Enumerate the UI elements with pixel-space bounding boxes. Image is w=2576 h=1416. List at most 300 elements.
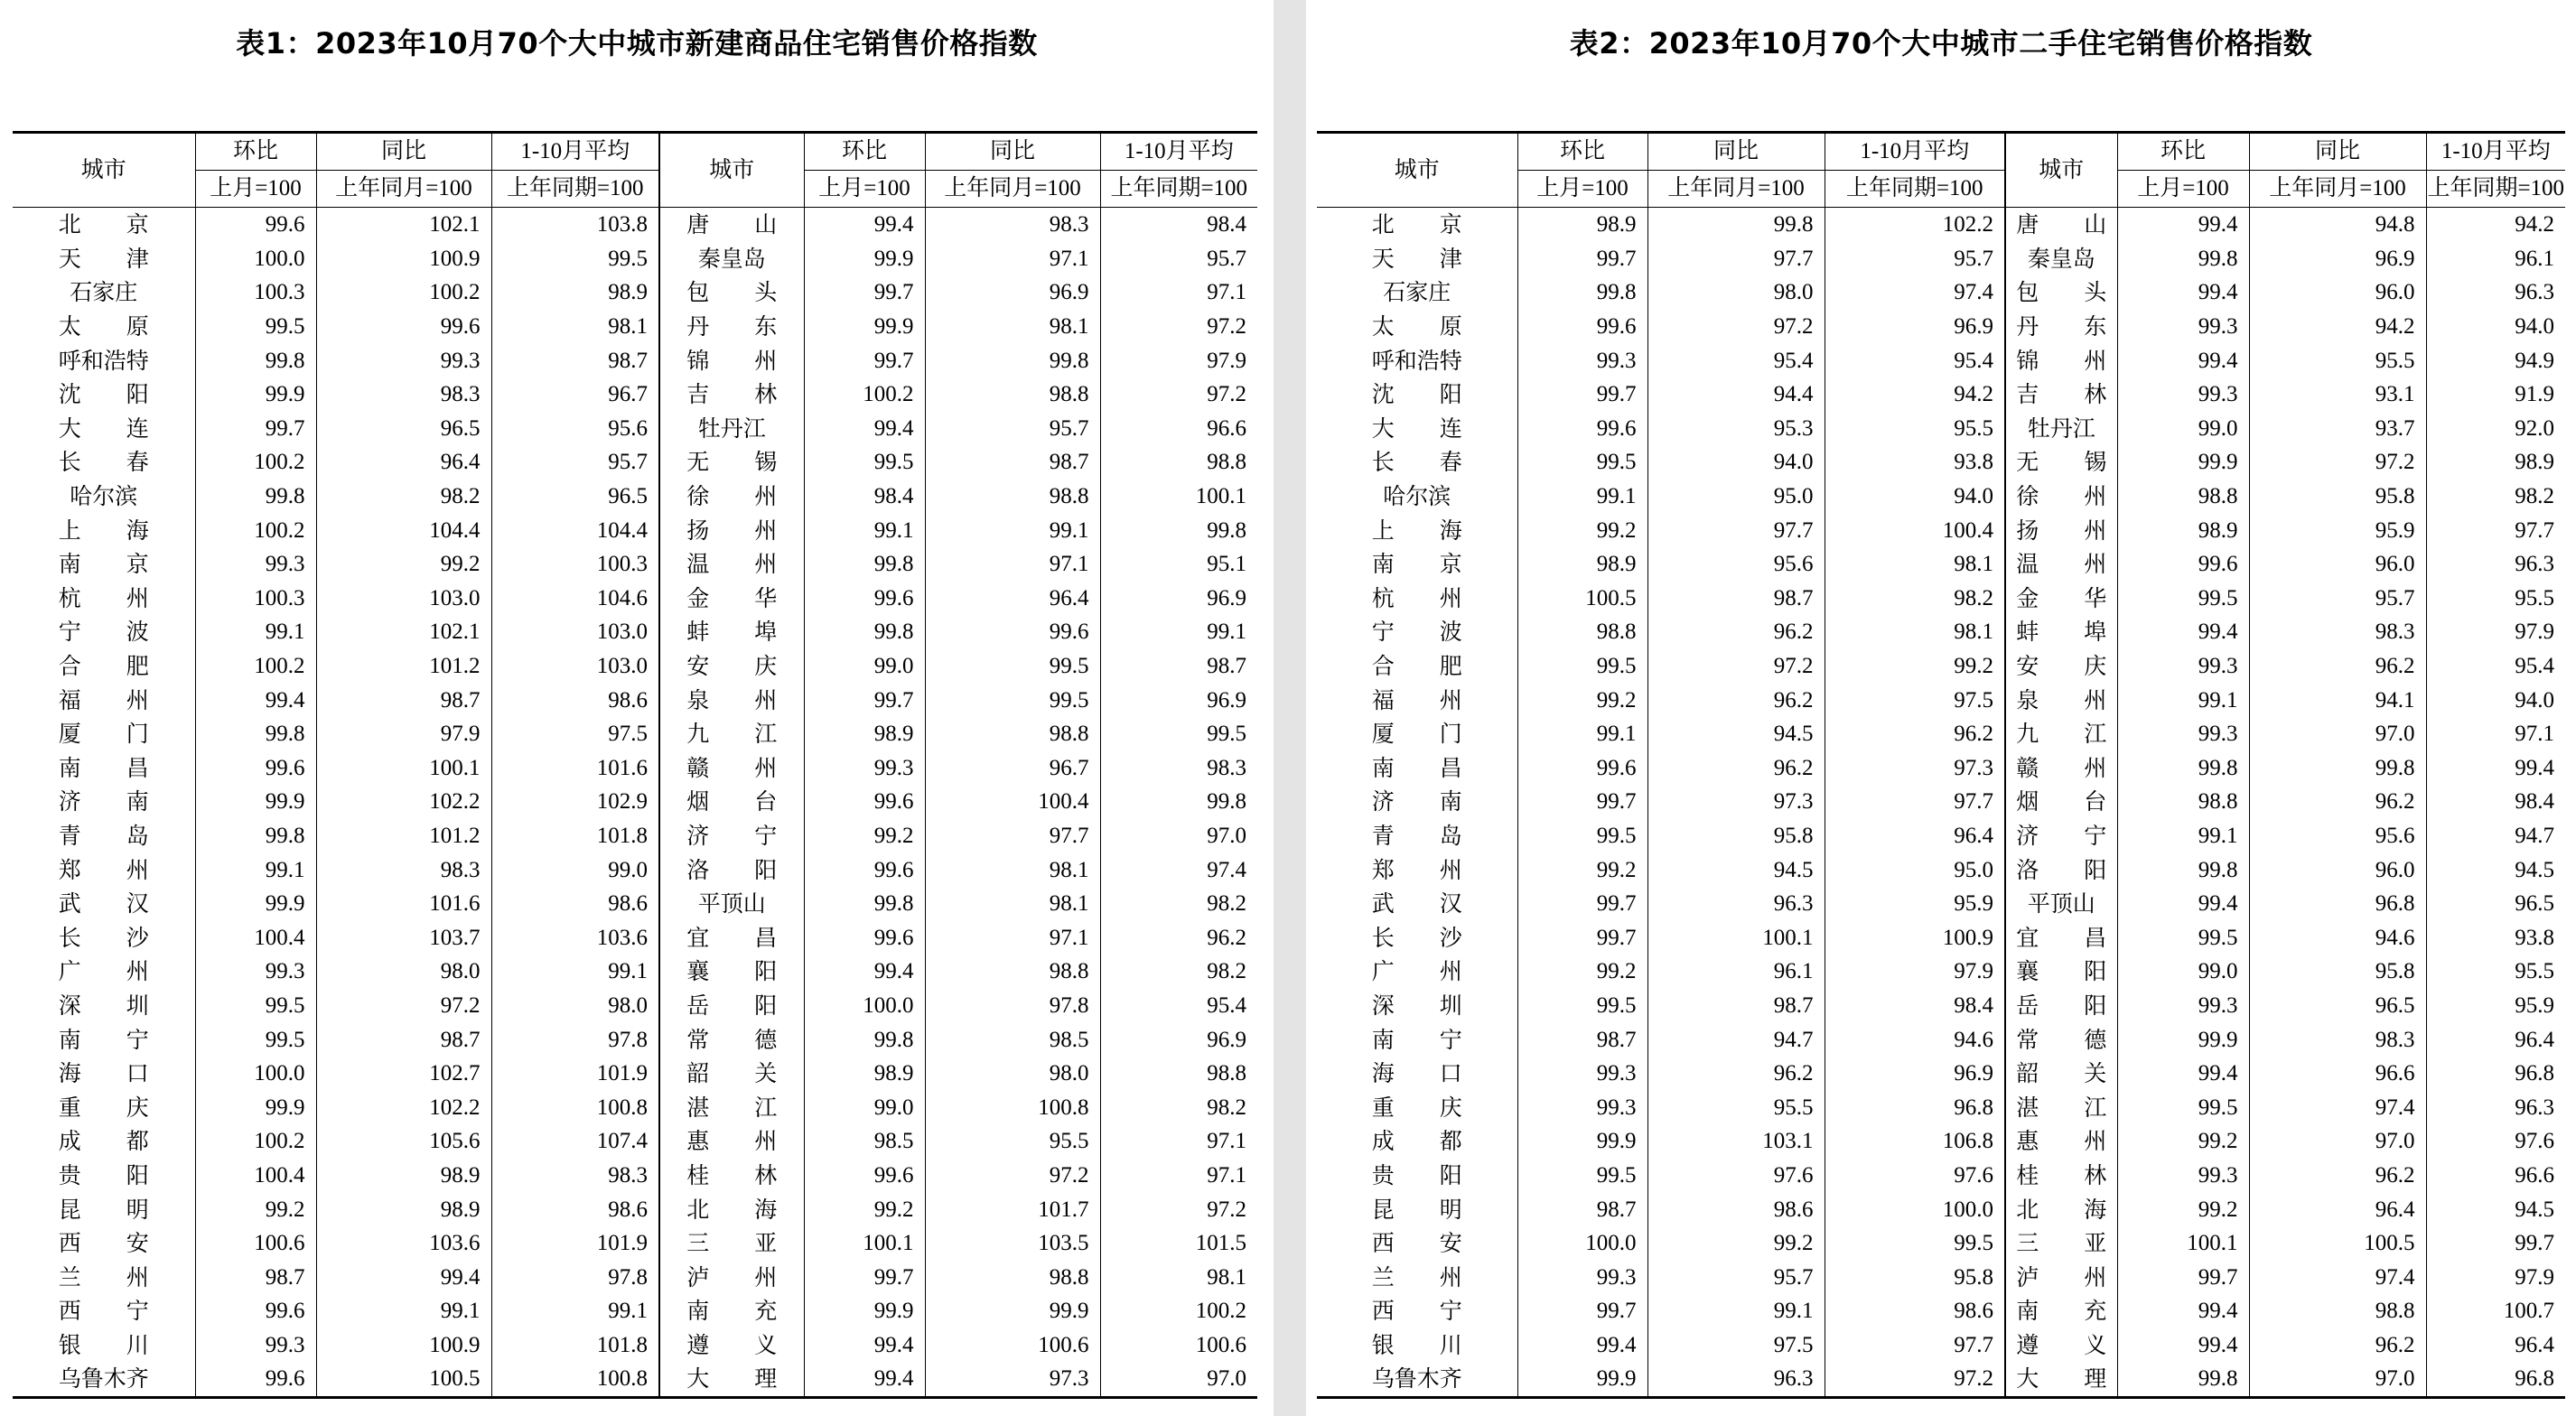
city-left-cell: 福 州 [13, 683, 195, 717]
table-row [1317, 1362, 2565, 1397]
avg-left-cell: 101.8 [491, 1328, 659, 1363]
yoy-right-cell: 97.1 [925, 920, 1100, 955]
avg-left-cell: 103.0 [491, 649, 659, 684]
avg-right-cell: 97.2 [1207, 314, 1246, 340]
mom-right-cell: 98.8 [2117, 785, 2249, 819]
avg-right-cell: 97.9 [1207, 348, 1246, 373]
city-left-cell: 深 圳 [1317, 989, 1517, 1023]
yoy-right-cell: 100.4 [925, 785, 1100, 819]
yoy-left-cell: 99.6 [316, 310, 491, 344]
mom-left-cell: 100.2 [195, 649, 316, 684]
avg-right-cell: 96.5 [2515, 891, 2554, 917]
avg-right-cell: 97.1 [1207, 1162, 1246, 1188]
table-row [13, 1057, 1257, 1091]
city-right-cell: 泉 州 [2005, 683, 2117, 717]
city-right-cell: 岳 阳 [659, 989, 804, 1023]
avg-left-cell: 96.2 [1825, 717, 2005, 751]
mom-left-cell: 99.6 [195, 208, 316, 242]
yoy-right-cell: 97.4 [2249, 1090, 2426, 1124]
table-row [1317, 955, 2565, 989]
mom-right-cell: 99.4 [804, 412, 925, 446]
mom-right-cell: 98.8 [2117, 480, 2249, 514]
yoy-left-cell: 102.1 [316, 615, 491, 649]
avg-left-cell: 97.4 [1825, 275, 2005, 310]
mom-right-cell: 99.8 [2117, 1362, 2249, 1397]
yoy-right-cell: 95.5 [925, 1124, 1100, 1159]
table-1-title: 表1：2023年10月70个大中城市新建商品住宅销售价格指数 [236, 26, 1038, 61]
yoy-left-cell: 97.6 [1647, 1159, 1825, 1193]
mom-left-cell: 99.8 [195, 717, 316, 751]
city-right-cell: 遵 义 [2005, 1328, 2117, 1363]
yoy-left-cell: 96.5 [316, 412, 491, 446]
avg-left-cell: 98.1 [1825, 547, 2005, 582]
avg-right-cell: 94.5 [2515, 1197, 2554, 1222]
city-left-cell: 太 原 [13, 310, 195, 344]
avg-right-cell: 91.9 [2515, 382, 2554, 407]
mom-left-cell: 98.9 [1517, 547, 1647, 582]
city-right-cell: 安 庆 [2005, 649, 2117, 684]
city-left-cell: 重 庆 [13, 1090, 195, 1124]
yoy-right-cell: 95.8 [2249, 480, 2426, 514]
avg-right-cell: 97.9 [2515, 620, 2554, 645]
table-row [13, 582, 1257, 616]
mom-base-header: 上月=100 [804, 171, 925, 208]
city-left-cell: 南 宁 [1317, 1022, 1517, 1057]
avg-right-cell: 98.2 [1207, 959, 1246, 984]
city-right-cell: 南 充 [659, 1294, 804, 1328]
yoy-right-cell: 96.2 [2249, 785, 2426, 819]
avg-left-cell: 99.2 [1825, 649, 2005, 684]
avg-left-cell: 93.8 [1825, 445, 2005, 480]
table-row [13, 1226, 1257, 1261]
mom-left-cell: 99.9 [195, 785, 316, 819]
avg-left-cell: 103.0 [491, 615, 659, 649]
table-row [1317, 819, 2565, 853]
city-left-cell: 石家庄 [1317, 275, 1517, 310]
mom-right-cell: 99.2 [2117, 1192, 2249, 1226]
mom-left-cell: 99.5 [195, 310, 316, 344]
avg-left-cell: 95.6 [491, 412, 659, 446]
city-left-cell: 长 春 [13, 445, 195, 480]
table-row [13, 920, 1257, 955]
yoy-left-cell: 96.2 [1647, 751, 1825, 786]
yoy-left-cell: 104.4 [316, 513, 491, 547]
mom-right-cell: 99.7 [804, 275, 925, 310]
city-left-cell: 南 京 [13, 547, 195, 582]
yoy-right-cell: 99.5 [925, 683, 1100, 717]
mom-left-cell: 99.2 [195, 1192, 316, 1226]
mom-right-cell: 99.7 [804, 683, 925, 717]
table-row [1317, 1159, 2565, 1193]
mom-left-cell: 100.2 [195, 1124, 316, 1159]
yoy-left-cell: 98.2 [316, 480, 491, 514]
avg-left-cell: 96.8 [1825, 1090, 2005, 1124]
avg-right-cell: 98.2 [1207, 1095, 1246, 1120]
yoy-left-cell: 100.9 [316, 242, 491, 276]
table-row [13, 1124, 1257, 1159]
mom-right-cell: 98.9 [2117, 513, 2249, 547]
avg-right-cell: 97.9 [2515, 1264, 2554, 1290]
yoy-left-cell: 98.9 [316, 1159, 491, 1193]
city-left-cell: 杭 州 [1317, 582, 1517, 616]
yoy-left-cell: 100.9 [316, 1328, 491, 1363]
city-right-cell: 锦 州 [2005, 343, 2117, 377]
avg-right-cell: 96.9 [1207, 585, 1246, 610]
yoy-left-cell: 103.7 [316, 920, 491, 955]
table-row [1317, 785, 2565, 819]
city-right-cell: 襄 阳 [659, 955, 804, 989]
avg-right-cell: 97.7 [2515, 517, 2554, 543]
mom-right-cell: 99.8 [2117, 852, 2249, 887]
mom-left-cell: 100.0 [195, 1057, 316, 1091]
table-row [13, 819, 1257, 853]
city-right-cell: 湛 江 [2005, 1090, 2117, 1124]
mom-left-cell: 99.5 [1517, 445, 1647, 480]
city-left-cell: 南 宁 [13, 1022, 195, 1057]
mom-right-cell: 99.2 [2117, 1124, 2249, 1159]
avg-left-cell: 98.1 [1825, 615, 2005, 649]
avg-right-cell: 95.5 [2515, 585, 2554, 610]
yoy-right-cell: 98.8 [925, 480, 1100, 514]
avg-right-cell: 99.7 [2515, 1231, 2554, 1256]
mom-right-cell: 100.0 [804, 989, 925, 1023]
avg-left-cell: 100.0 [1825, 1192, 2005, 1226]
table-row [13, 208, 1257, 242]
yoy-right-cell: 99.5 [925, 649, 1100, 684]
avg-right-cell: 96.4 [2515, 1027, 2554, 1052]
table-row [1317, 1260, 2565, 1294]
yoy-left-cell: 97.3 [1647, 785, 1825, 819]
city-right-cell: 徐 州 [2005, 480, 2117, 514]
avg-right-cell: 97.6 [2515, 1129, 2554, 1154]
yoy-left-cell: 103.6 [316, 1226, 491, 1261]
table-row [1317, 582, 2565, 616]
table-row [1317, 275, 2565, 310]
table-row [13, 1090, 1257, 1124]
city-right-cell: 丹 东 [2005, 310, 2117, 344]
city-left-cell: 杭 州 [13, 582, 195, 616]
yoy-left-cell: 99.2 [316, 547, 491, 582]
mom-base-header: 上月=100 [195, 171, 316, 208]
table-row [1317, 920, 2565, 955]
mom-left-cell: 99.1 [195, 852, 316, 887]
mom-left-cell: 99.9 [195, 377, 316, 412]
yoy-left-cell: 101.2 [316, 649, 491, 684]
mom-left-cell: 99.3 [195, 547, 316, 582]
mom-left-cell: 99.2 [1517, 955, 1647, 989]
table-row [13, 1328, 1257, 1363]
yoy-right-cell: 96.6 [2249, 1057, 2426, 1091]
city-right-cell: 岳 阳 [2005, 989, 2117, 1023]
city-right-cell: 九 江 [659, 717, 804, 751]
yoy-right-cell: 96.4 [925, 582, 1100, 616]
avg-right-cell: 97.0 [1207, 1366, 1246, 1392]
city-right-cell: 韶 关 [659, 1057, 804, 1091]
mom-right-cell: 99.4 [804, 1328, 925, 1363]
mom-left-cell: 100.3 [195, 275, 316, 310]
mom-right-cell: 99.8 [2117, 751, 2249, 786]
yoy-left-cell: 99.1 [316, 1294, 491, 1328]
yoy-right-cell: 95.5 [2249, 343, 2426, 377]
yoy-right-cell: 99.6 [925, 615, 1100, 649]
yoy-left-cell: 98.0 [316, 955, 491, 989]
yoy-left-cell: 97.7 [1647, 242, 1825, 276]
mom-left-cell: 99.8 [195, 343, 316, 377]
city-right-cell: 惠 州 [2005, 1124, 2117, 1159]
mom-right-cell: 99.3 [2117, 377, 2249, 412]
city-right-cell: 北 海 [659, 1192, 804, 1226]
mom-right-cell: 99.5 [2117, 1090, 2249, 1124]
city-right-cell: 金 华 [659, 582, 804, 616]
table-row [13, 242, 1257, 276]
city-left-cell: 太 原 [1317, 310, 1517, 344]
mom-left-cell: 99.3 [1517, 1260, 1647, 1294]
yoy-left-cell: 105.6 [316, 1124, 491, 1159]
city-right-cell: 吉 林 [2005, 377, 2117, 412]
yoy-right-cell: 98.3 [2249, 1022, 2426, 1057]
city-left-cell: 哈尔滨 [1317, 480, 1517, 514]
city-right-cell: 桂 林 [659, 1159, 804, 1193]
mom-left-cell: 99.5 [195, 989, 316, 1023]
city-left-cell: 郑 州 [13, 852, 195, 887]
avg-base-header: 上年同期=100 [1100, 171, 1257, 208]
city-right-cell: 扬 州 [2005, 513, 2117, 547]
mom-right-cell: 100.2 [804, 377, 925, 412]
city-left-cell: 南 昌 [1317, 751, 1517, 786]
yoy-left-cell: 98.7 [1647, 582, 1825, 616]
table-row [1317, 513, 2565, 547]
avg-right-cell: 97.2 [1207, 382, 1246, 407]
avg-left-cell: 95.7 [1825, 242, 2005, 276]
yoy-right-cell: 98.8 [2249, 1294, 2426, 1328]
yoy-header: 同比 [2249, 133, 2426, 171]
table-row [1317, 751, 2565, 786]
yoy-left-cell: 96.2 [1647, 615, 1825, 649]
mom-right-cell: 100.1 [804, 1226, 925, 1261]
city-left-cell: 沈 阳 [13, 377, 195, 412]
avg-right-cell: 99.8 [1207, 789, 1246, 815]
yoy-right-cell: 97.0 [2249, 717, 2426, 751]
yoy-left-cell: 98.7 [1647, 989, 1825, 1023]
avg-right-cell: 97.1 [1207, 280, 1246, 305]
city-right-cell: 无 锡 [659, 445, 804, 480]
table-row [1317, 649, 2565, 684]
city-right-cell: 泸 州 [659, 1260, 804, 1294]
yoy-right-cell: 97.4 [2249, 1260, 2426, 1294]
mom-left-cell: 99.6 [195, 1294, 316, 1328]
mom-right-cell: 99.5 [804, 445, 925, 480]
avg-right-cell: 100.7 [2503, 1299, 2554, 1324]
mom-right-cell: 99.0 [804, 649, 925, 684]
mom-right-cell: 99.3 [2117, 310, 2249, 344]
table-row [1317, 717, 2565, 751]
yoy-left-cell: 94.5 [1647, 717, 1825, 751]
mom-right-cell: 99.9 [2117, 445, 2249, 480]
mom-left-cell: 99.3 [195, 1328, 316, 1363]
yoy-left-cell: 96.4 [316, 445, 491, 480]
mom-left-cell: 99.5 [1517, 989, 1647, 1023]
city-right-cell: 安 庆 [659, 649, 804, 684]
mom-left-cell: 99.6 [195, 1362, 316, 1397]
avg-left-cell: 98.4 [1825, 989, 2005, 1023]
city-right-cell: 常 德 [2005, 1022, 2117, 1057]
table-row [13, 989, 1257, 1023]
mom-right-cell: 99.2 [804, 819, 925, 853]
city-left-cell: 银 川 [13, 1328, 195, 1363]
city-left-cell: 海 口 [1317, 1057, 1517, 1091]
city-left-cell: 昆 明 [1317, 1192, 1517, 1226]
yoy-right-cell: 97.8 [925, 989, 1100, 1023]
city-right-cell: 三 亚 [659, 1226, 804, 1261]
avg-left-cell: 106.8 [1825, 1124, 2005, 1159]
avg-right-cell: 96.8 [2515, 1061, 2554, 1086]
city-left-cell: 武 汉 [1317, 887, 1517, 921]
yoy-right-cell: 96.8 [2249, 887, 2426, 921]
avg-left-cell: 99.1 [491, 955, 659, 989]
city-left-cell: 成 都 [13, 1124, 195, 1159]
avg-right-cell: 94.7 [2515, 823, 2554, 848]
mom-left-cell: 98.7 [195, 1260, 316, 1294]
city-left-cell: 大 连 [1317, 412, 1517, 446]
city-right-cell: 三 亚 [2005, 1226, 2117, 1261]
city-right-cell: 牡丹江 [659, 412, 804, 446]
avg-left-cell: 104.4 [491, 513, 659, 547]
table-row [13, 1294, 1257, 1328]
avg-left-cell: 98.6 [491, 1192, 659, 1226]
city-left-cell: 西 宁 [1317, 1294, 1517, 1328]
yoy-right-cell: 98.5 [925, 1022, 1100, 1057]
city-right-cell: 韶 关 [2005, 1057, 2117, 1091]
yoy-right-cell: 99.1 [925, 513, 1100, 547]
mom-left-cell: 99.6 [1517, 412, 1647, 446]
yoy-left-cell: 96.2 [1647, 1057, 1825, 1091]
mom-left-cell: 99.6 [1517, 310, 1647, 344]
yoy-right-cell: 95.8 [2249, 955, 2426, 989]
avg-right-cell: 94.9 [2515, 348, 2554, 373]
mom-left-cell: 99.1 [195, 615, 316, 649]
avg-left-cell: 98.6 [491, 683, 659, 717]
table-row [13, 1159, 1257, 1193]
yoy-right-cell: 96.7 [925, 751, 1100, 786]
table-1-panel [0, 0, 1274, 1416]
city-right-cell: 温 州 [659, 547, 804, 582]
table-row [1317, 1057, 2565, 1091]
city-right-cell: 包 头 [659, 275, 804, 310]
avg-base-header: 上年同期=100 [2426, 171, 2565, 208]
avg-left-cell: 95.9 [1825, 887, 2005, 921]
mom-left-cell: 100.0 [195, 242, 316, 276]
yoy-left-cell: 94.7 [1647, 1022, 1825, 1057]
mom-right-cell: 99.9 [2117, 1022, 2249, 1057]
city-left-cell: 西 安 [1317, 1226, 1517, 1261]
city-left-cell: 济 南 [1317, 785, 1517, 819]
mom-left-cell: 99.5 [195, 1022, 316, 1057]
yoy-right-cell: 97.0 [2249, 1362, 2426, 1397]
table-row [13, 887, 1257, 921]
city-right-cell: 济 宁 [2005, 819, 2117, 853]
yoy-left-cell: 99.4 [316, 1260, 491, 1294]
table-row [13, 649, 1257, 684]
avg-right-cell: 96.6 [2515, 1162, 2554, 1188]
mom-left-cell: 99.5 [1517, 1159, 1647, 1193]
avg-left-cell: 98.9 [491, 275, 659, 310]
mom-right-cell: 99.4 [2117, 1057, 2249, 1091]
avg-right-cell: 98.1 [1207, 1264, 1246, 1290]
yoy-right-cell: 93.7 [2249, 412, 2426, 446]
yoy-left-cell: 99.8 [1647, 208, 1825, 242]
city-right-cell: 南 充 [2005, 1294, 2117, 1328]
avg-right-cell: 98.3 [1207, 755, 1246, 780]
avg-left-cell: 95.5 [1825, 412, 2005, 446]
yoy-left-cell: 95.7 [1647, 1260, 1825, 1294]
mom-right-cell: 99.9 [804, 310, 925, 344]
city-right-cell: 烟 台 [659, 785, 804, 819]
city-left-cell: 长 沙 [13, 920, 195, 955]
yoy-base-header: 上年同月=100 [2249, 171, 2426, 208]
mom-right-cell: 99.9 [804, 242, 925, 276]
avg-left-cell: 101.9 [491, 1057, 659, 1091]
city-right-cell: 洛 阳 [2005, 852, 2117, 887]
yoy-left-cell: 96.3 [1647, 887, 1825, 921]
yoy-right-cell: 100.6 [925, 1328, 1100, 1363]
avg-left-cell: 102.2 [1825, 208, 2005, 242]
city-header-left: 城市 [1317, 133, 1517, 208]
avg-right-cell: 94.5 [2515, 857, 2554, 882]
table-row [13, 1022, 1257, 1057]
yoy-left-cell: 95.0 [1647, 480, 1825, 514]
avg-right-cell: 95.4 [2515, 654, 2554, 679]
table-row [13, 547, 1257, 582]
yoy-left-cell: 97.2 [1647, 310, 1825, 344]
yoy-right-cell: 93.1 [2249, 377, 2426, 412]
avg-right-cell: 95.1 [1207, 552, 1246, 577]
yoy-left-cell: 95.5 [1647, 1090, 1825, 1124]
city-right-cell: 大 理 [2005, 1362, 2117, 1397]
city-right-cell: 包 头 [2005, 275, 2117, 310]
city-right-cell: 唐 山 [2005, 208, 2117, 242]
avg-left-cell: 97.9 [1825, 955, 2005, 989]
table-row [13, 412, 1257, 446]
yoy-left-cell: 100.1 [316, 751, 491, 786]
table-row [13, 310, 1257, 344]
mom-right-cell: 99.4 [2117, 343, 2249, 377]
table-row [1317, 480, 2565, 514]
mom-left-cell: 99.7 [1517, 1294, 1647, 1328]
avg-left-cell: 97.6 [1825, 1159, 2005, 1193]
avg-left-cell: 100.4 [1825, 513, 2005, 547]
mom-right-cell: 99.3 [2117, 717, 2249, 751]
city-right-cell: 秦皇岛 [2005, 242, 2117, 276]
city-left-cell: 西 安 [13, 1226, 195, 1261]
city-right-cell: 大 理 [659, 1362, 804, 1397]
yoy-right-cell: 98.1 [925, 887, 1100, 921]
table-row [1317, 242, 2565, 276]
mom-right-cell: 99.1 [804, 513, 925, 547]
avg-right-cell: 96.3 [2515, 1095, 2554, 1120]
avg-left-cell: 97.7 [1825, 785, 2005, 819]
mom-header: 环比 [2117, 133, 2249, 171]
avg-right-cell: 100.6 [1195, 1332, 1246, 1357]
yoy-left-cell: 98.0 [1647, 275, 1825, 310]
mom-left-cell: 99.5 [1517, 649, 1647, 684]
city-right-cell: 湛 江 [659, 1090, 804, 1124]
yoy-right-cell: 94.2 [2249, 310, 2426, 344]
avg-left-cell: 98.7 [491, 343, 659, 377]
yoy-right-cell: 96.0 [2249, 275, 2426, 310]
mom-right-cell: 98.5 [804, 1124, 925, 1159]
city-left-cell: 上 海 [1317, 513, 1517, 547]
avg-right-cell: 99.1 [1207, 620, 1246, 645]
